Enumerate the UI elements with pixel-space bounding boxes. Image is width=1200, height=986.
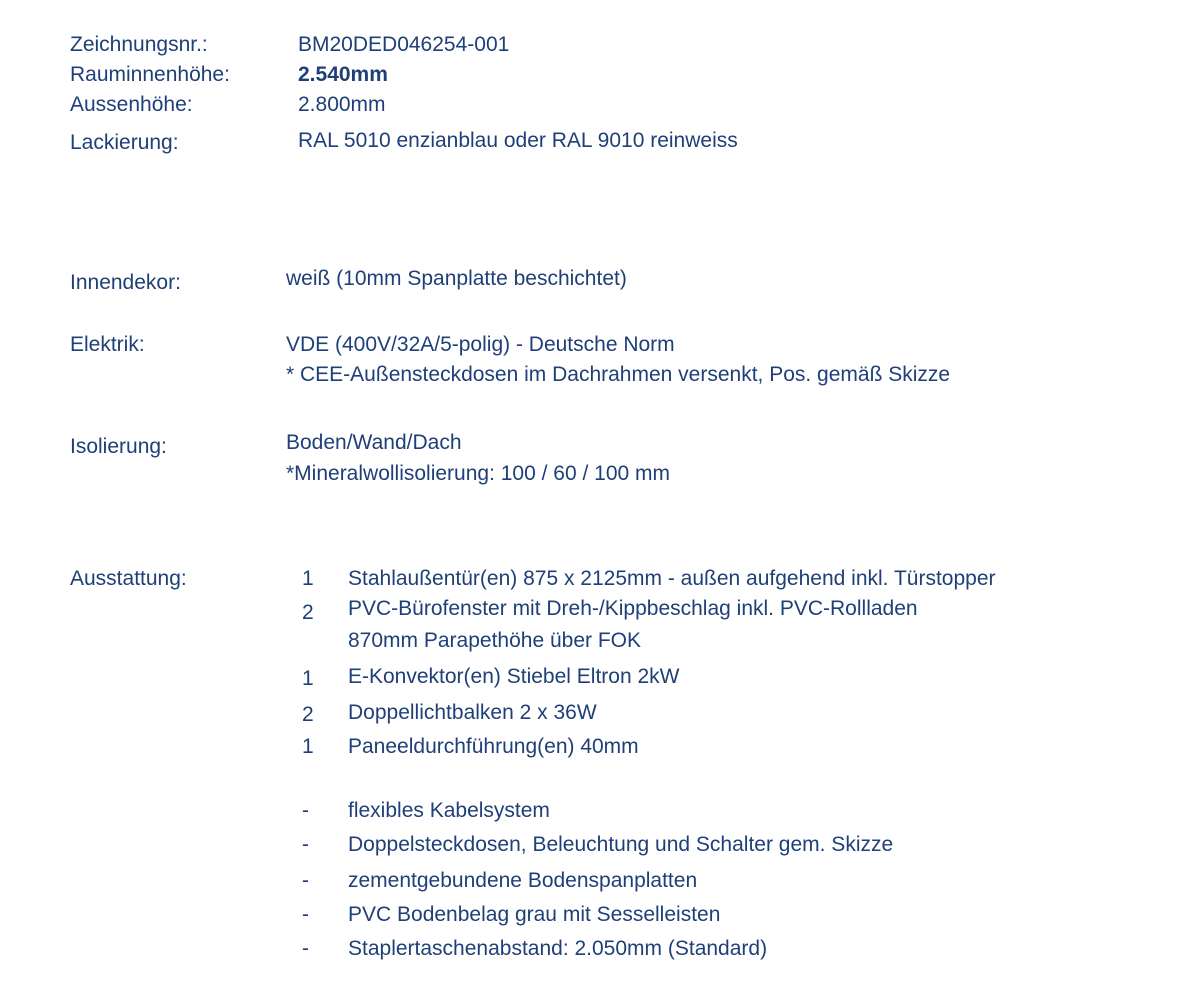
equipment-text: E-Konvektor(en) Stiebel Eltron 2kW (348, 665, 680, 688)
equipment-text: Doppellichtbalken 2 x 36W (348, 701, 597, 724)
field-value: BM20DED046254-001 (298, 33, 510, 56)
field-value: RAL 5010 enzianblau oder RAL 9010 reinweiss (298, 129, 738, 152)
elektrik-line: * CEE-Außensteckdosen im Dachrahmen versenkt, Pos. gemäß Skizze (286, 363, 951, 386)
equipment-qty: 1 (302, 667, 314, 690)
section-label: Isolierung: (70, 435, 167, 458)
extra-text: Doppelsteckdosen, Beleuchtung und Schalter gem. Skizze (348, 833, 894, 856)
section-label: Elektrik: (70, 333, 145, 356)
equipment-qty: 1 (302, 735, 314, 758)
section-label: Innendekor: (70, 271, 181, 294)
extra-text: zementgebundene Bodenspanplatten (348, 869, 698, 892)
extra-bullet: - (302, 869, 309, 892)
extra-text: Staplertaschenabstand: 2.050mm (Standard) (348, 937, 768, 960)
field-value: 2.800mm (298, 93, 386, 116)
extra-bullet: - (302, 937, 309, 960)
equipment-text: Stahlaußentür(en) 875 x 2125mm - außen aufgehend inkl. Türstopper (348, 567, 996, 590)
equipment-text: Paneeldurchführung(en) 40mm (348, 735, 639, 758)
isolierung-line: *Mineralwollisolierung: 100 / 60 / 100 mm (286, 462, 671, 485)
extra-bullet: - (302, 799, 309, 822)
field-label: Rauminnenhöhe: (70, 63, 230, 86)
section-label: Ausstattung: (70, 567, 187, 590)
field-label: Aussenhöhe: (70, 93, 193, 116)
extra-text: PVC Bodenbelag grau mit Sesselleisten (348, 903, 721, 926)
section-value (286, 332, 950, 387)
extra-text: flexibles Kabelsystem (348, 799, 550, 822)
isolierung-line: Boden/Wand/Dach (286, 431, 462, 454)
equipment-qty: 1 (302, 567, 314, 590)
equipment-qty: 2 (302, 703, 314, 726)
equipment-qty: 2 (302, 601, 314, 624)
section-value (286, 430, 670, 486)
equipment-text: 870mm Parapethöhe über FOK (348, 629, 641, 652)
extra-bullet: - (302, 903, 309, 926)
extra-bullet: - (302, 833, 309, 856)
equipment-text: PVC-Bürofenster mit Dreh-/Kippbeschlag inkl. PVC-Rollladen (348, 597, 918, 620)
field-label: Zeichnungsnr.: (70, 33, 208, 56)
elektrik-line: VDE (400V/32A/5-polig) - Deutsche Norm (286, 333, 675, 356)
section-value: weiß (10mm Spanplatte beschichtet) (286, 267, 627, 290)
field-value: 2.540mm (298, 63, 388, 86)
field-label: Lackierung: (70, 131, 179, 154)
